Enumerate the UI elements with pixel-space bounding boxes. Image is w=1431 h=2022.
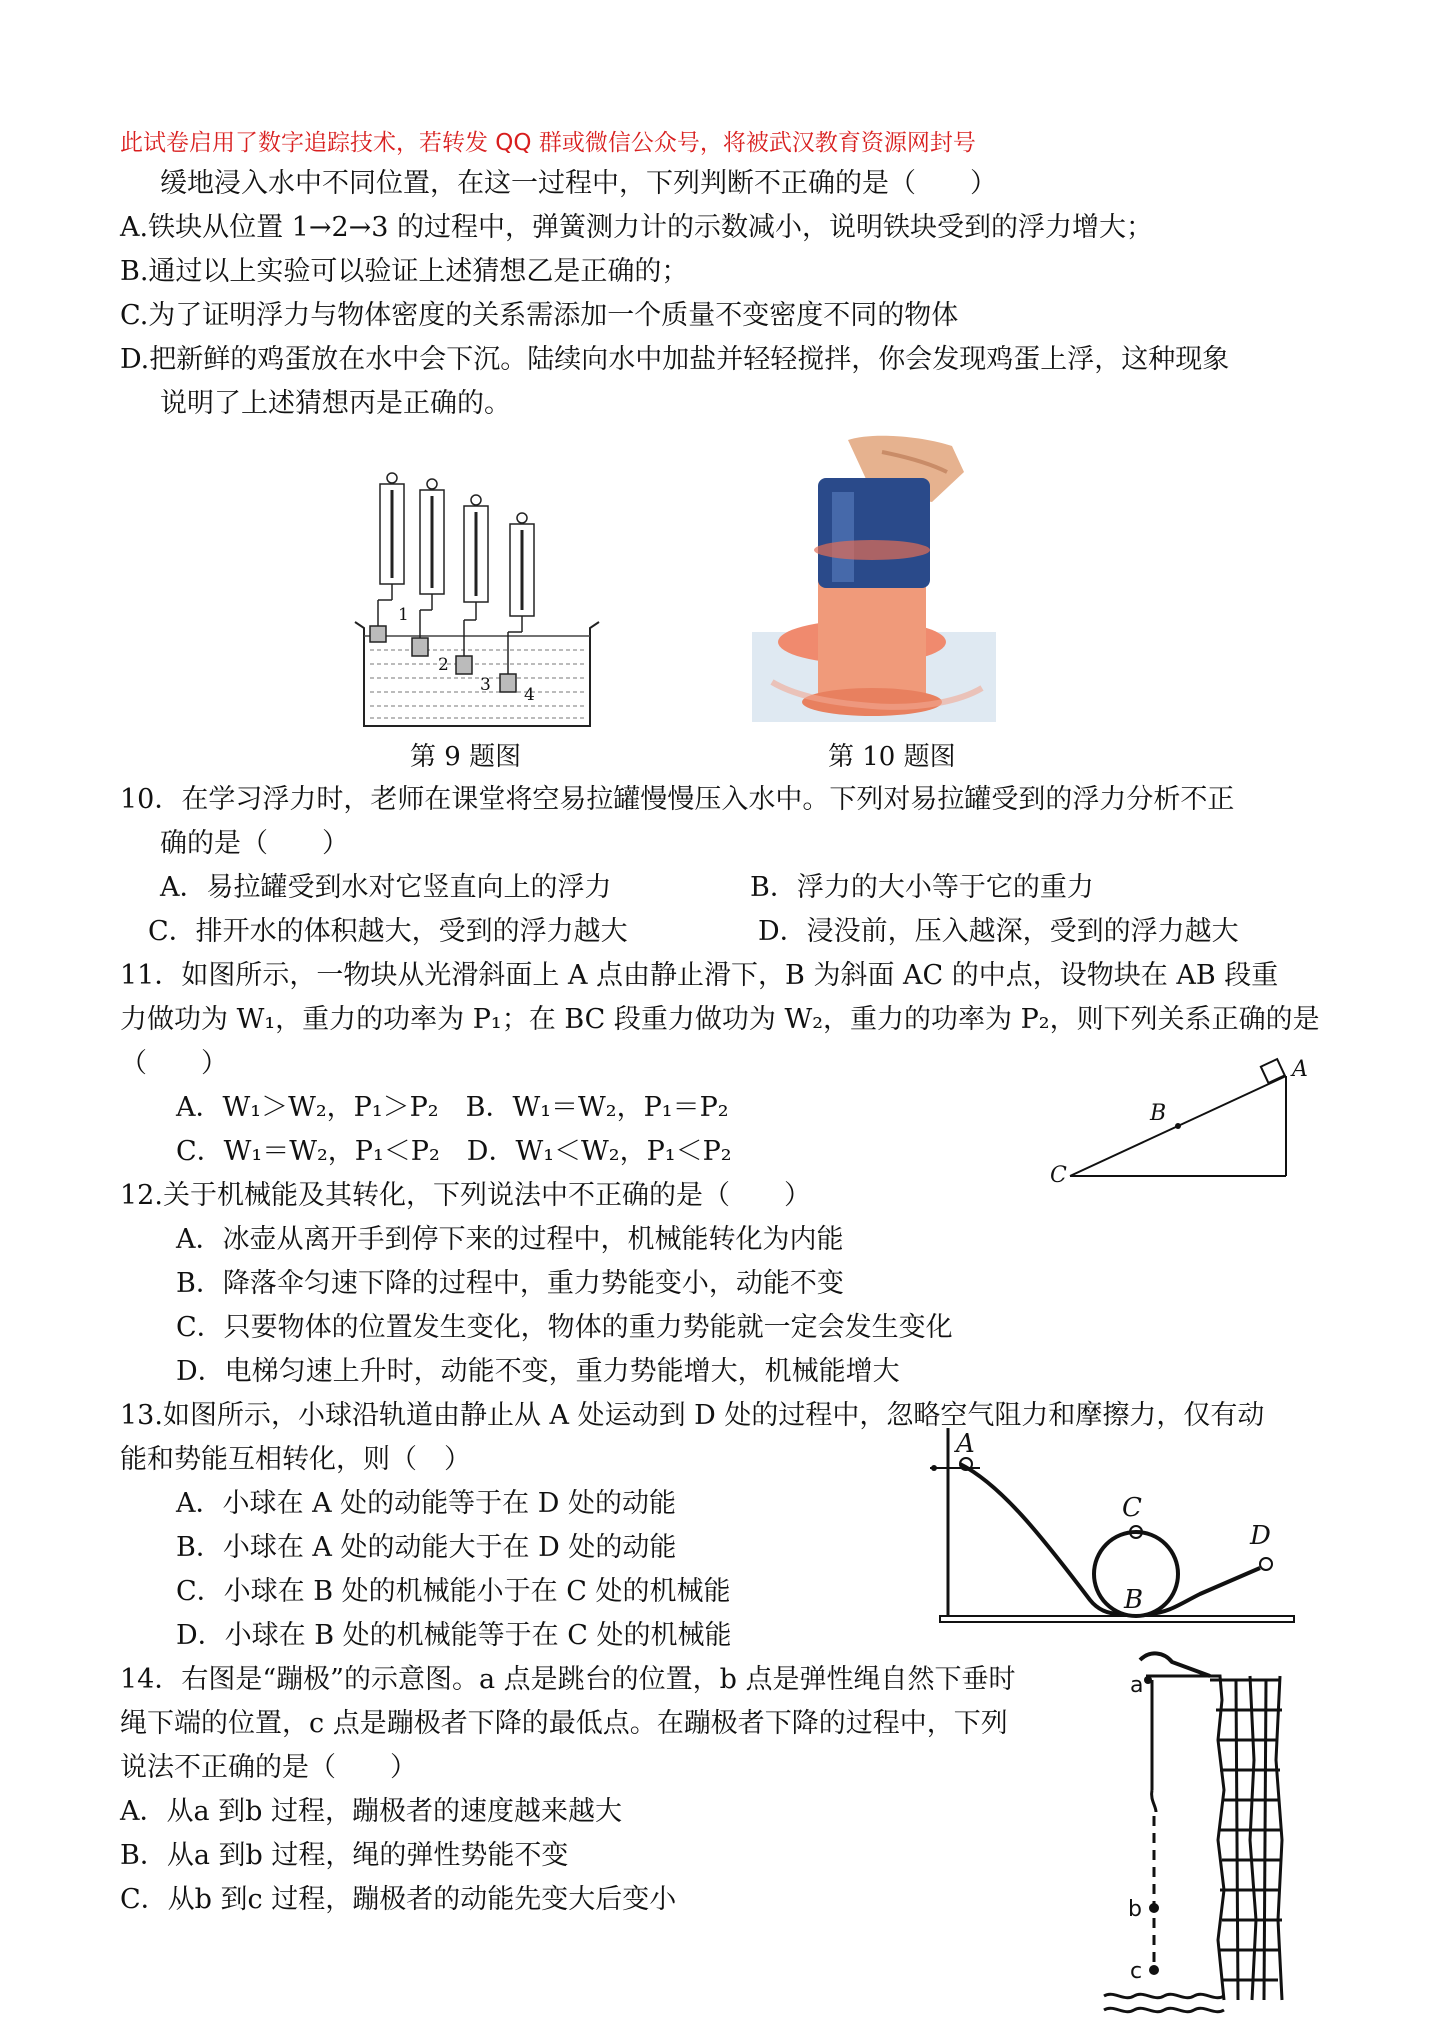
fig9-label-3: 3 (480, 675, 491, 695)
q9-option-c: C.为了证明浮力与物体密度的关系需添加一个质量不变密度不同的物体 (120, 300, 959, 331)
q10-option-d: D．浸没前，压入越深，受到的浮力越大 (758, 916, 1239, 947)
q12-stem: 12.关于机械能及其转化，下列说法中不正确的是（ ） (120, 1180, 811, 1211)
q11-stem-cont: 力做功为 W₁，重力的功率为 P₁；在 BC 段重力做功为 W₂，重力的功率为 P₂，则下列关系正确的是 (120, 1004, 1320, 1035)
q10-option-c: C．排开水的体积越大，受到的浮力越大 (148, 916, 628, 947)
tracking-warning: 此试卷启用了数字追踪技术，若转发 QQ 群或微信公众号，将被武汉教育资源网封号 (120, 130, 976, 156)
figure-11-incline (1040, 1050, 1320, 1190)
q12-option-d: D．电梯匀速上升时，动能不变，重力势能增大，机械能增大 (176, 1356, 900, 1387)
q12-option-a: A．冰壶从离开手到停下来的过程中，机械能转化为内能 (176, 1224, 844, 1255)
fig11-label-a: A (1292, 1057, 1308, 1082)
q14-stem-cont2: 说法不正确的是（ ） (120, 1752, 417, 1783)
fig9-label-2: 2 (438, 655, 449, 675)
fig9-label-1: 1 (398, 605, 409, 625)
q13-option-c: C．小球在 B 处的机械能小于在 C 处的机械能 (176, 1576, 731, 1607)
fig11-label-c: C (1050, 1163, 1067, 1188)
q11-stem: 11．如图所示，一物块从光滑斜面上 A 点由静止滑下，B 为斜面 AC 的中点，设物块在 AB 段重 (120, 960, 1279, 991)
q13-stem-cont: 能和势能互相转化，则（ ） (120, 1444, 471, 1475)
q9-option-d: D.把新鲜的鸡蛋放在水中会下沉。陆续向水中加盐并轻轻搅拌，你会发现鸡蛋上浮，这种现象 (120, 344, 1230, 375)
figure-9-spring-scales (350, 460, 610, 730)
figure-10-caption: 第 10 题图 (828, 742, 956, 772)
figure-14-bungee (1100, 1640, 1300, 2020)
q11-stem-cont2: （ ） (120, 1048, 228, 1079)
q10-option-a: A．易拉罐受到水对它竖直向上的浮力 (160, 872, 612, 903)
q14-option-b: B．从a 到b 过程，绳的弹性势能不变 (120, 1840, 569, 1871)
fig14-label-b: b (1128, 1897, 1142, 1922)
q10-option-b: B．浮力的大小等于它的重力 (750, 872, 1094, 903)
q12-option-c: C．只要物体的位置发生变化，物体的重力势能就一定会发生变化 (176, 1312, 953, 1343)
q10-stem-cont: 确的是（ ） (160, 828, 349, 859)
figure-9-caption: 第 9 题图 (410, 742, 522, 772)
fig14-label-c: c (1130, 1959, 1143, 1984)
figure-10-photo (752, 432, 996, 722)
q10-stem: 10．在学习浮力时，老师在课堂将空易拉罐慢慢压入水中。下列对易拉罐受到的浮力分析不正 (120, 784, 1235, 815)
q9-option-d-cont: 说明了上述猜想丙是正确的。 (160, 388, 511, 419)
fig11-label-b: B (1150, 1101, 1167, 1126)
q14-stem: 14．右图是“蹦极”的示意图。a 点是跳台的位置，b 点是弹性绳自然下垂时 (120, 1664, 1016, 1695)
q14-option-a: A．从a 到b 过程，蹦极者的速度越来越大 (120, 1796, 623, 1827)
fig13-label-b: B (1124, 1585, 1144, 1615)
q13-option-b: B．小球在 A 处的动能大于在 D 处的动能 (176, 1532, 677, 1563)
fig9-label-4: 4 (524, 685, 535, 705)
q14-option-c: C．从b 到c 过程，蹦极者的动能先变大后变小 (120, 1884, 677, 1915)
q9-option-a: A.铁块从位置 1→2→3 的过程中，弹簧测力计的示数减小，说明铁块受到的浮力增大； (120, 212, 1154, 243)
q13-stem: 13.如图所示，小球沿轨道由静止从 A 处运动到 D 处的过程中，忽略空气阻力和摩擦力，仅有动 (120, 1400, 1265, 1431)
figure-13-track (920, 1424, 1300, 1634)
q12-option-b: B．降落伞匀速下降的过程中，重力势能变小，动能不变 (176, 1268, 844, 1299)
q9-stem: 缓地浸入水中不同位置，在这一过程中，下列判断不正确的是（ ） (160, 168, 997, 199)
fig14-label-a: a (1130, 1673, 1144, 1698)
fig13-label-d: D (1250, 1521, 1271, 1551)
q9-option-b: B.通过以上实验可以验证上述猜想乙是正确的； (120, 256, 689, 287)
q11-options-ab: A．W₁＞W₂，P₁＞P₂ B．W₁＝W₂，P₁＝P₂ (176, 1092, 729, 1123)
q11-options-cd: C．W₁＝W₂，P₁＜P₂ D．W₁＜W₂，P₁＜P₂ (176, 1136, 732, 1167)
q13-option-d: D．小球在 B 处的机械能等于在 C 处的机械能 (176, 1620, 732, 1651)
fig13-label-a: A (956, 1429, 975, 1459)
fig13-label-c: C (1122, 1493, 1142, 1523)
q13-option-a: A．小球在 A 处的动能等于在 D 处的动能 (176, 1488, 676, 1519)
q14-stem-cont: 绳下端的位置，c 点是蹦极者下降的最低点。在蹦极者下降的过程中，下列 (120, 1708, 1008, 1739)
